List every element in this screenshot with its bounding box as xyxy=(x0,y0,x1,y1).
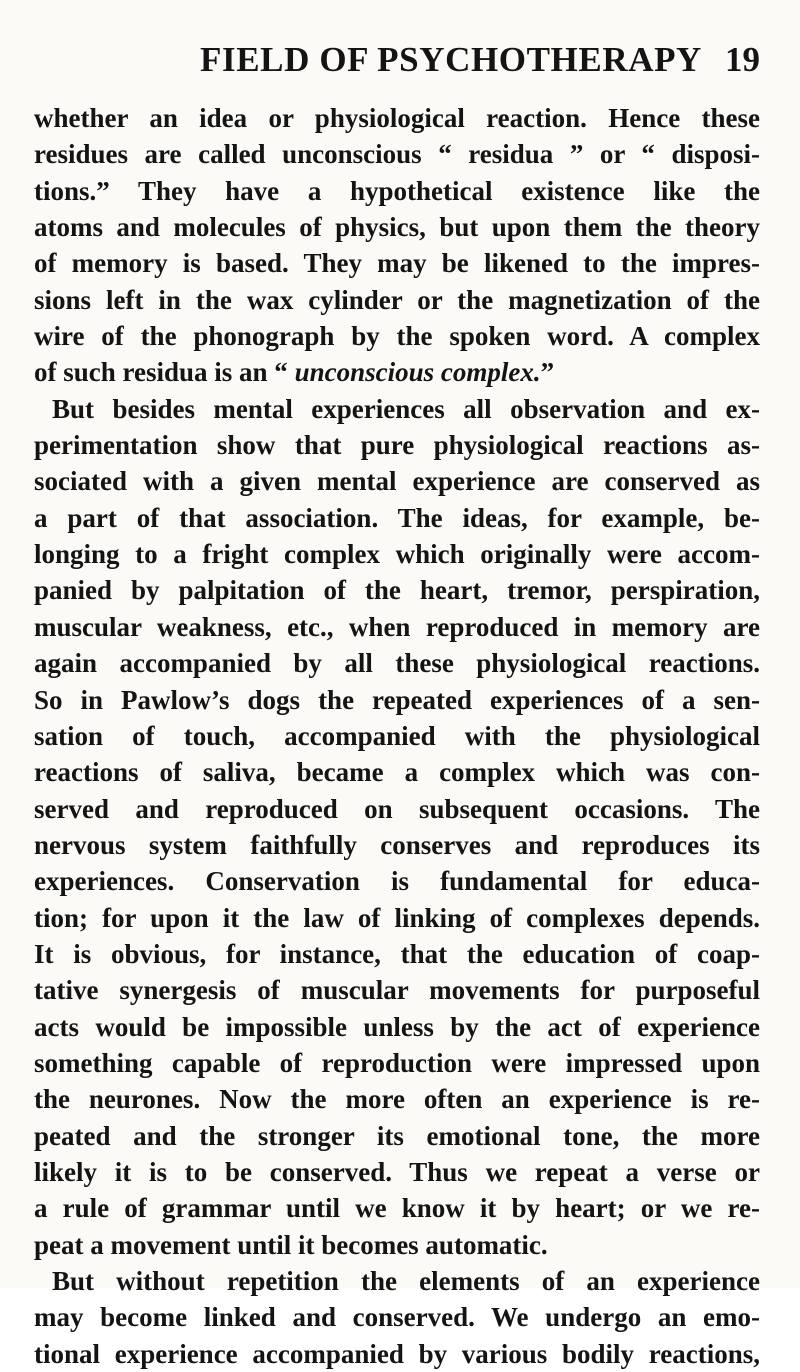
running-title: FIELD OF PSYCHOTHERAPY xyxy=(200,40,702,79)
text-line: tative synergesis of muscular movements for purposeful xyxy=(34,975,760,1006)
text-line: reactions of saliva, became a complex which was con- xyxy=(34,757,760,788)
text-line: experiences. Conservation is fundamental for educa- xyxy=(34,866,760,897)
text-line: a rule of grammar until we know it by heart; or we re- xyxy=(34,1193,760,1224)
text-line: of memory is based. They may be likened to the impres- xyxy=(34,248,760,279)
text-line: sociated with a given mental experience are conserved as xyxy=(34,466,760,497)
text-line: likely it is to be conserved. Thus we repeat a verse or xyxy=(34,1156,760,1187)
body-text xyxy=(34,100,760,1372)
text-line: again accompanied by all these physiological reactions. xyxy=(34,648,760,679)
paragraph-start-line: But besides mental experiences all observation and ex- xyxy=(52,393,760,424)
text-line: panied by palpitation of the heart, tremor, perspiration, xyxy=(34,575,760,606)
text-segment: of such residua is an “ xyxy=(34,357,295,388)
text-line: tional experience accompanied by various bodily reactions, xyxy=(34,1338,760,1369)
text-line: perimentation show that pure physiological reactions as- xyxy=(34,430,760,461)
text-line: muscular weakness, etc., when reproduced in memory are xyxy=(34,611,760,642)
page-number: 19 xyxy=(725,40,760,79)
text-line: tions.” They have a hypothetical existence like the xyxy=(34,175,760,206)
text-line: peated and the stronger its emotional tone, the more xyxy=(34,1120,760,1151)
text-line: residues are called unconscious “ residua ” or “ disposi- xyxy=(34,139,760,170)
text-line: may become linked and conserved. We undergo an emo- xyxy=(34,1302,760,1333)
text-line: acts would be impossible unless by the act of experience xyxy=(34,1011,760,1042)
text-line: atoms and molecules of physics, but upon them the theory xyxy=(34,212,760,243)
text-line: tion; for upon it the law of linking of complexes depends. xyxy=(34,902,760,933)
text-line: a part of that association. The ideas, for example, be- xyxy=(34,502,760,533)
text-line: sions left in the wax cylinder or the magnetization of the xyxy=(34,284,760,315)
text-line: nervous system faithfully conserves and reproduces its xyxy=(34,829,760,860)
text-line: sation of touch, accompanied with the physiological xyxy=(34,720,760,751)
text-line: wire of the phonograph by the spoken word. A complex xyxy=(34,321,760,352)
text-line: whether an idea or physiological reaction. Hence these xyxy=(34,103,760,133)
paragraph-start-line: But without repetition the elements of an experience xyxy=(52,1266,760,1296)
text-line xyxy=(34,354,760,390)
text-line: It is obvious, for instance, that the education of coap- xyxy=(34,938,760,969)
text-segment: ” xyxy=(540,357,555,388)
running-header xyxy=(200,40,760,80)
text-line: longing to a fright complex which originally were accom- xyxy=(34,539,760,570)
text-line: So in Pawlow’s dogs the repeated experiences of a sen- xyxy=(34,684,760,715)
emphasized-term: unconscious complex. xyxy=(294,357,541,388)
text-line: something capable of reproduction were impressed upon xyxy=(34,1047,760,1078)
text-line: served and reproduced on subsequent occasions. The xyxy=(34,793,760,824)
text-line: the neurones. Now the more often an experience is re- xyxy=(34,1084,760,1115)
text-line: peat a movement until it becomes automatic. xyxy=(34,1229,548,1260)
